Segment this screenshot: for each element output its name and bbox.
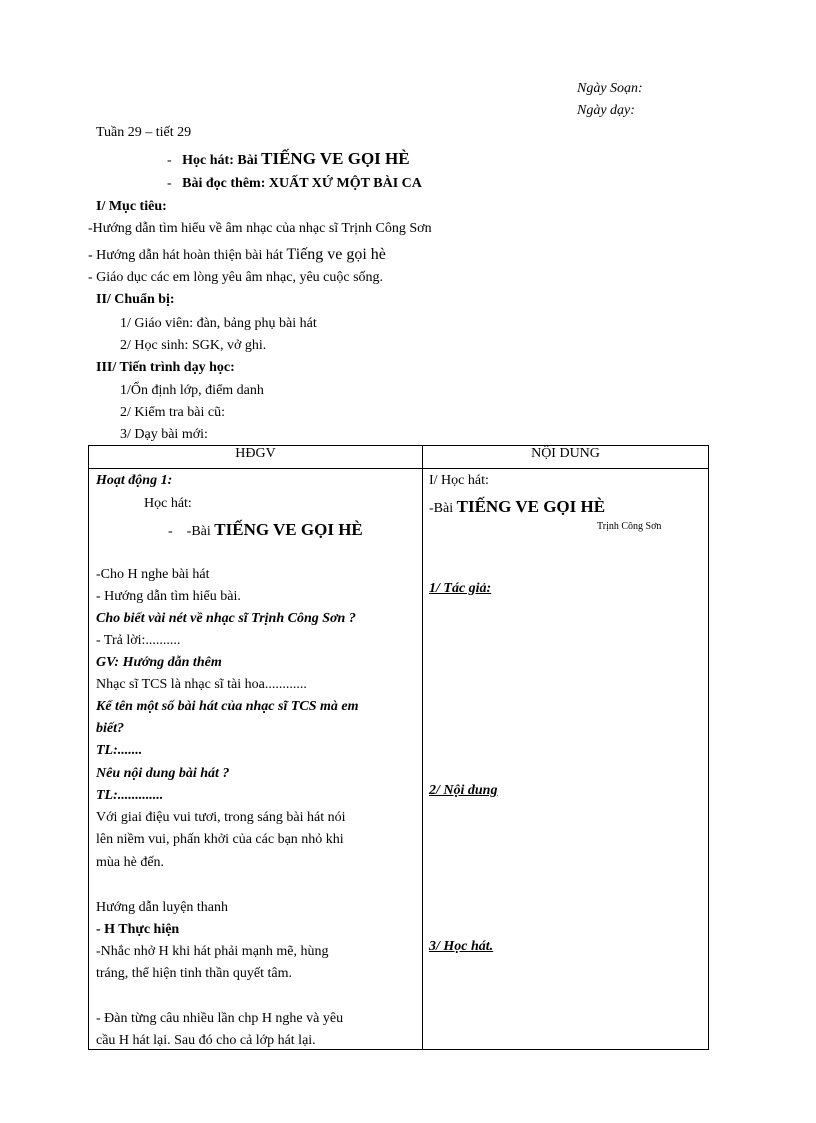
teacher-activity-cell xyxy=(89,469,423,1050)
song-line xyxy=(168,520,363,540)
hoc-hat-label: Học hát: xyxy=(144,496,192,511)
tl-1: TL:....... xyxy=(96,743,143,758)
objective-3: - Giáo dục các em lòng yêu âm nhạc, yêu cuộc sống. xyxy=(88,270,384,285)
step-1: 1/Ổn định lớp, điểm danh xyxy=(120,383,264,398)
left-line-5: Hướng dẫn luyện thanh xyxy=(96,900,229,915)
author-name: Trịnh Công Sơn xyxy=(597,521,662,532)
title-line-1 xyxy=(167,149,410,169)
question-2a: Kể tên một số bài hát của nhạc sĩ TCS mà em xyxy=(96,699,359,714)
objective-2 xyxy=(88,246,386,264)
song-title: TIẾNG VE GỌI HÈ xyxy=(214,520,363,539)
paragraph-1: Với giai điệu vui tươi, trong sáng bài hát nói xyxy=(96,810,346,825)
answer-1: - Trả lời:.......... xyxy=(96,633,181,648)
song-bullet: - xyxy=(168,524,187,539)
ngay-soan: Ngày Soạn: xyxy=(577,81,643,96)
objective-2-song: Tiếng ve gọi hè xyxy=(286,246,386,263)
noi-dung-heading: 2/ Nội dung xyxy=(429,783,498,798)
left-line-9a: - Đàn từng câu nhiều lần chp H nghe và yêu xyxy=(96,1011,344,1026)
step-2: 2/ Kiểm tra bài cũ: xyxy=(120,405,225,420)
reading-prefix: Bài đọc thêm: xyxy=(182,176,266,191)
right-song-prefix: -Bài xyxy=(429,501,454,516)
heading-chuan-bi: II/ Chuẩn bị: xyxy=(96,292,175,307)
song-title: TIẾNG VE GỌI HÈ xyxy=(261,149,410,168)
objective-1: -Hướng dẫn tìm hiểu về âm nhạc của nhạc sĩ Trịnh Công Sơn xyxy=(88,221,432,236)
left-line-1: -Cho H nghe bài hát xyxy=(96,567,210,582)
gv-guide: GV: Hướng dẫn thêm xyxy=(96,655,222,670)
heading-tien-trinh: III/ Tiến trình dạy học: xyxy=(96,360,235,375)
right-song-line xyxy=(429,497,605,517)
title-bullet: - xyxy=(167,176,183,191)
reading-title: XUẤT XỨ MỘT BÀI CA xyxy=(268,176,422,191)
objective-2-prefix: - Hướng dẫn hát hoàn thiện bài hát xyxy=(88,248,283,263)
step-3: 3/ Dạy bài mới: xyxy=(120,427,208,442)
prep-student: 2/ Học sinh: SGK, vở ghi. xyxy=(120,338,267,353)
tl-2: TL:............. xyxy=(96,788,164,803)
right-song-title: TIẾNG VE GỌI HÈ xyxy=(456,497,606,516)
title-line-2 xyxy=(167,176,422,192)
heading-muc-tieu: I/ Mục tiêu: xyxy=(96,199,167,214)
question-3: Nêu nội dung bài hát ? xyxy=(96,766,230,781)
left-line-2: - Hướng dẫn tìm hiểu bài. xyxy=(96,589,241,604)
hoc-hat-heading: 3/ Học hát. xyxy=(429,939,494,954)
prep-teacher: 1/ Giáo viên: đàn, bảng phụ bài hát xyxy=(120,316,317,331)
content-cell xyxy=(423,469,709,1050)
lesson-table xyxy=(88,445,709,1050)
title-prefix: Học hát: Bài xyxy=(182,153,258,168)
paragraph-2: lên niềm vui, phấn khởi của các bạn nhỏ khi xyxy=(96,832,344,847)
tuan-tiet: Tuần 29 – tiết 29 xyxy=(96,125,192,140)
question-1: Cho biết vài nét về nhạc sĩ Trịnh Công Sơn ? xyxy=(96,611,356,626)
col-header-hdgv: HĐGV xyxy=(89,446,423,469)
left-line-8: tráng, thể hiện tinh thần quyết tâm. xyxy=(96,966,292,981)
left-line-4: Nhạc sĩ TCS là nhạc sĩ tài hoa............ xyxy=(96,677,307,692)
title-bullet: - xyxy=(167,153,183,168)
col-header-noi-dung: NỘI DUNG xyxy=(423,446,709,469)
paragraph-3: mùa hè đến. xyxy=(96,855,165,870)
left-line-9b: cầu H hát lại. Sau đó cho cả lớp hát lại. xyxy=(96,1033,316,1048)
left-line-7: -Nhắc nhở H khi hát phải mạnh mẽ, hùng xyxy=(96,944,329,959)
tac-gia-heading: 1/ Tác giả: xyxy=(429,581,492,596)
right-hoc-hat: I/ Học hát: xyxy=(429,473,489,488)
left-line-6: - H Thực hiện xyxy=(96,922,180,937)
song-prefix: -Bài xyxy=(186,524,211,539)
ngay-day: Ngày dạy: xyxy=(577,103,635,118)
question-2b: biết? xyxy=(96,721,124,736)
activity-1-heading: Hoạt động 1: xyxy=(96,473,173,488)
